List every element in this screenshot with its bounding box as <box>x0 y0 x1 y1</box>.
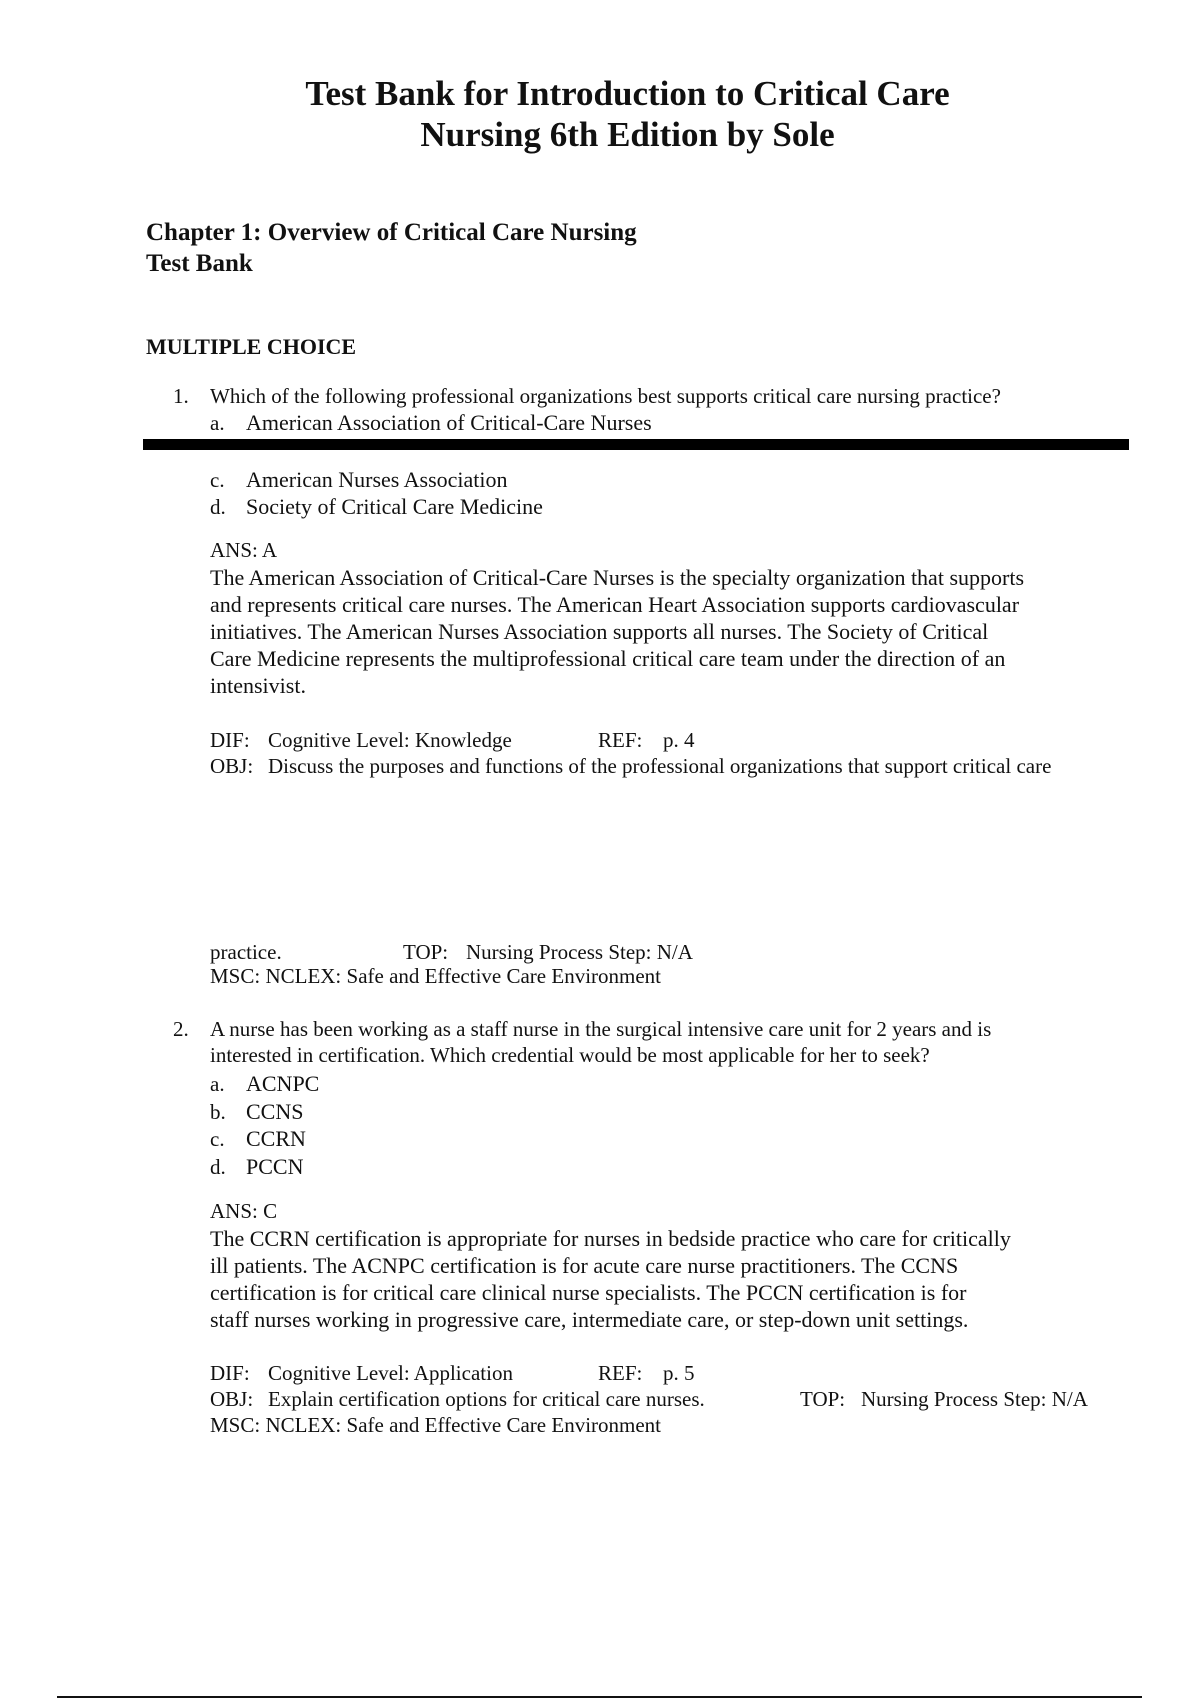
redaction-bar <box>143 439 1129 450</box>
question-stem: interested in certification. Which credential would be most applicable for her to seek? <box>210 1043 930 1067</box>
choice-text: ACNPC <box>246 1071 320 1096</box>
dif-value: Cognitive Level: Knowledge <box>268 728 512 752</box>
ref-label: REF: <box>598 1361 643 1385</box>
dif-value: Cognitive Level: Application <box>268 1361 513 1385</box>
msc-line: MSC: NCLEX: Safe and Effective Care Environment <box>210 1413 662 1437</box>
document-title-line-1: Test Bank for Introduction to Critical Care <box>305 74 950 113</box>
choice-text: CCNS <box>246 1099 304 1124</box>
rationale-line: The American Association of Critical-Care Nurses is the specialty organization that supports <box>210 565 1024 590</box>
choice-text: American Association of Critical-Care Nurses <box>246 410 652 435</box>
chapter-subheading: Test Bank <box>146 250 253 277</box>
chapter-heading: Chapter 1: Overview of Critical Care Nursing <box>146 219 637 246</box>
choice-text: Society of Critical Care Medicine <box>246 494 543 519</box>
obj-value: Explain certification options for critical care nurses. <box>268 1387 705 1411</box>
top-value: Nursing Process Step: N/A <box>861 1387 1088 1411</box>
top-label: TOP: <box>403 940 449 964</box>
ref-label: REF: <box>598 728 643 752</box>
choice-text: American Nurses Association <box>246 467 508 492</box>
rationale-line: ill patients. The ACNPC certification is for acute care nurse practitioners. The CCNS <box>210 1253 959 1278</box>
question-number: 1. <box>173 384 189 408</box>
answer-key: ANS: A <box>210 538 278 562</box>
choice-letter: a. <box>210 411 225 435</box>
rationale-line: certification is for critical care clinical nurse specialists. The PCCN certification is for <box>210 1280 967 1305</box>
choice-letter: d. <box>210 495 226 519</box>
msc-line: MSC: NCLEX: Safe and Effective Care Environment <box>210 964 662 988</box>
obj-label: OBJ: <box>210 754 254 778</box>
choice-letter: c. <box>210 1127 225 1151</box>
question-stem: Which of the following professional organizations best supports critical care nursing practice? <box>210 384 1001 408</box>
dif-label: DIF: <box>210 728 250 752</box>
document-title-line-2: Nursing 6th Edition by Sole <box>420 115 835 154</box>
ref-value: p. 5 <box>663 1361 695 1385</box>
section-title: MULTIPLE CHOICE <box>146 334 357 359</box>
top-value: Nursing Process Step: N/A <box>466 940 693 964</box>
obj-value: Discuss the purposes and functions of the professional organizations that support critical care <box>268 754 1052 778</box>
top-label: TOP: <box>800 1387 846 1411</box>
choice-text: PCCN <box>246 1154 304 1179</box>
obj-value-continued: practice. <box>210 940 282 964</box>
choice-letter: c. <box>210 468 225 492</box>
question-number: 2. <box>173 1017 189 1041</box>
rationale-line: initiatives. The American Nurses Association supports all nurses. The Society of Critical <box>210 619 989 644</box>
rationale <box>210 564 1110 699</box>
answer-key: ANS: C <box>210 1199 278 1223</box>
dif-label: DIF: <box>210 1361 250 1385</box>
choice-text: CCRN <box>246 1126 306 1151</box>
rationale-line: The CCRN certification is appropriate for nurses in bedside practice who care for critically <box>210 1226 1011 1251</box>
question-stem: A nurse has been working as a staff nurse in the surgical intensive care unit for 2 years and is <box>210 1017 992 1041</box>
rationale <box>210 1225 1110 1333</box>
footer-rule <box>57 1696 1142 1698</box>
ref-value: p. 4 <box>663 728 695 752</box>
rationale-line: and represents critical care nurses. The American Heart Association supports cardiovascular <box>210 592 1020 617</box>
choice-letter: a. <box>210 1072 225 1096</box>
obj-label: OBJ: <box>210 1387 254 1411</box>
rationale-line: staff nurses working in progressive care, intermediate care, or step-down unit settings. <box>210 1307 969 1332</box>
choice-letter: b. <box>210 1100 226 1124</box>
choice-letter: d. <box>210 1155 226 1179</box>
rationale-line: Care Medicine represents the multiprofessional critical care team under the direction of an <box>210 646 1006 671</box>
rationale-line: intensivist. <box>210 673 306 698</box>
